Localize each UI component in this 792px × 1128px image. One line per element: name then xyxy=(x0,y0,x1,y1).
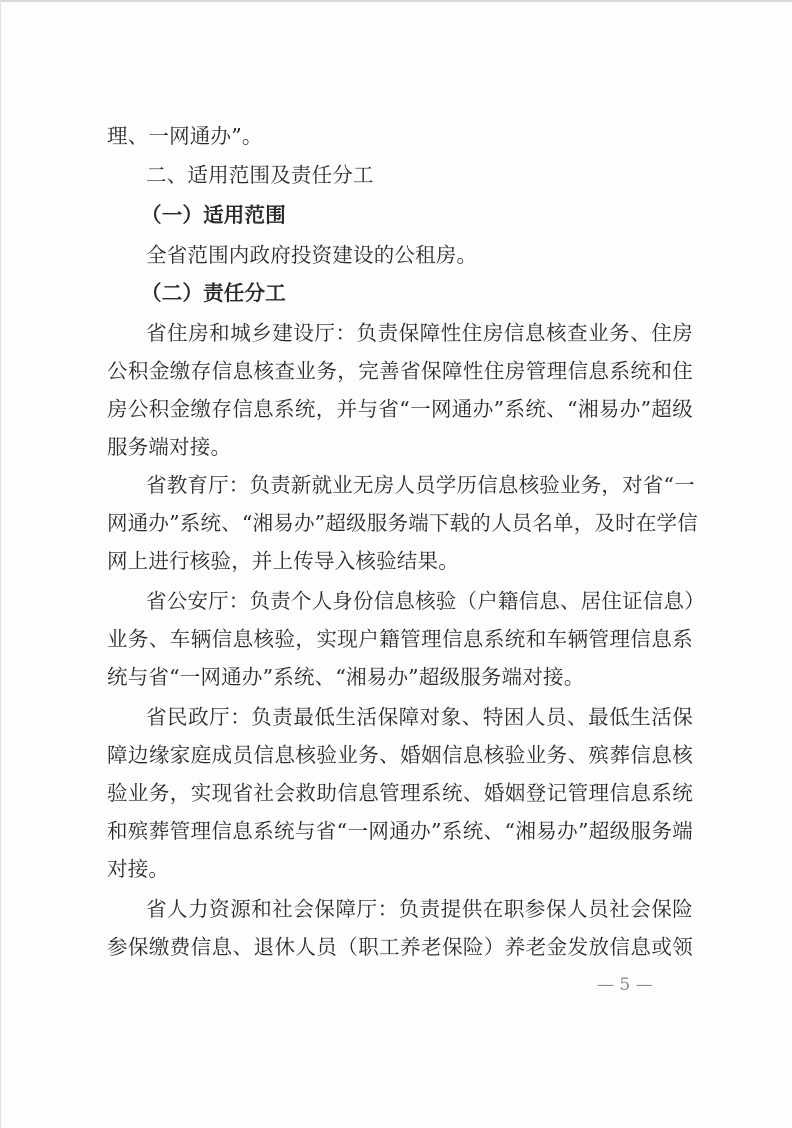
subheading-scope: （一）适用范围 xyxy=(141,203,286,227)
paragraph-civil-affairs-line-2: 障边缘家庭成员信息核验业务、婚姻信息核验业务、殡葬信息核 xyxy=(107,743,693,767)
subheading-duties: （二）责任分工 xyxy=(141,281,286,305)
paragraph-civil-affairs-line-5: 对接。 xyxy=(107,857,170,881)
section-heading-scope-and-duties: 二、适用范围及责任分工 xyxy=(146,163,374,187)
paragraph-civil-affairs-line-1: 省民政厅：负责最低生活保障对象、特困人员、最低生活保 xyxy=(146,705,693,729)
paragraph-scope: 全省范围内政府投资建设的公租房。 xyxy=(146,243,478,267)
paragraph-public-security-line-2: 业务、车辆信息核验，实现户籍管理信息系统和车辆管理信息系 xyxy=(107,627,693,651)
paragraph-housing-line-3: 房公积金缴存信息系统，并与省“一网通办”系统、“湘易办”超级 xyxy=(107,397,693,421)
paragraph-civil-affairs-line-3: 验业务，实现省社会救助信息管理系统、婚姻登记管理信息系统 xyxy=(107,781,693,805)
paragraph-civil-affairs-line-4: 和殡葬管理信息系统与省“一网通办”系统、“湘易办”超级服务端 xyxy=(107,819,693,843)
paragraph-housing-line-2: 公积金缴存信息核查业务，完善省保障性住房管理信息系统和住 xyxy=(107,359,693,383)
paragraph-housing-line-4: 服务端对接。 xyxy=(107,435,232,459)
paragraph-public-security-line-1: 省公安厅：负责个人身份信息核验（户籍信息、居住证信息） xyxy=(146,589,705,613)
paragraph-education-line-2: 网通办”系统、“湘易办”超级服务端下载的人员名单，及时在学信 xyxy=(107,511,698,535)
paragraph-education-line-3: 网上进行核验，并上传导入核验结果。 xyxy=(107,549,459,573)
text-line-continuation: 理、一网通办”。 xyxy=(107,124,263,148)
paragraph-education-line-1: 省教育厅：负责新就业无房人员学历信息核验业务，对省“一 xyxy=(146,473,695,497)
paragraph-housing-line-1: 省住房和城乡建设厅：负责保障性住房信息核查业务、住房 xyxy=(146,321,693,345)
paragraph-human-resources-line-2: 参保缴费信息、退休人员（职工养老保险）养老金发放信息或领 xyxy=(107,935,693,959)
page-number: — 5 — xyxy=(597,975,653,995)
paragraph-human-resources-line-1: 省人力资源和社会保障厅：负责提供在职参保人员社会保险 xyxy=(146,897,693,921)
paragraph-public-security-line-3: 统与省“一网通办”系统、“湘易办”超级服务端对接。 xyxy=(107,665,585,689)
